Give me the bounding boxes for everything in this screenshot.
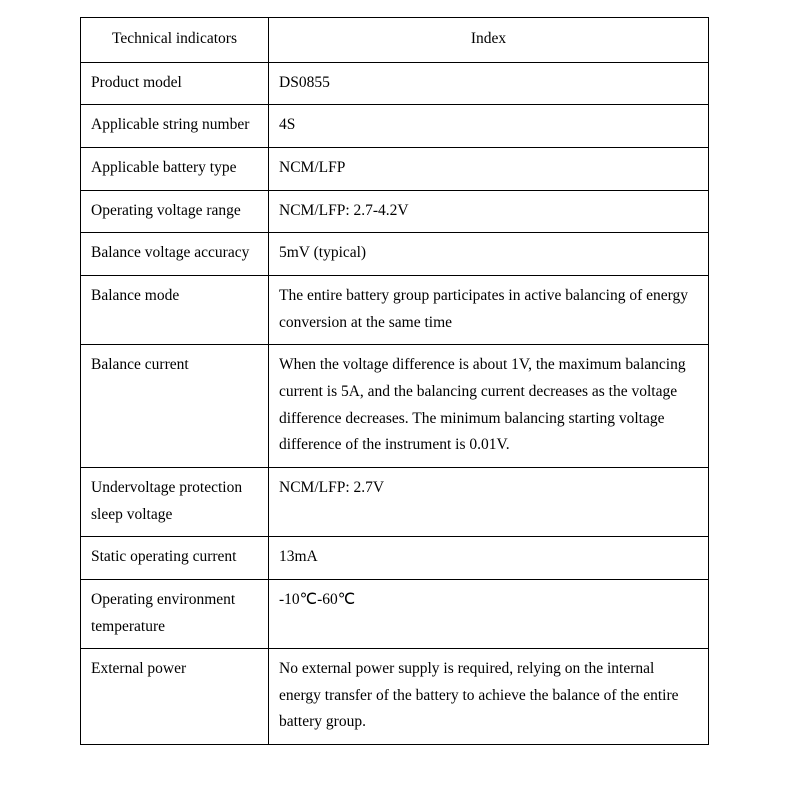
column-header-technical-indicators: Technical indicators xyxy=(81,18,269,63)
row-value: 13mA xyxy=(269,537,709,580)
table-row xyxy=(81,345,709,468)
column-header-index: Index xyxy=(269,18,709,63)
row-label: Balance current xyxy=(81,345,269,468)
row-value: 5mV (typical) xyxy=(269,233,709,276)
table-row xyxy=(81,105,709,148)
row-label: Undervoltage protection sleep voltage xyxy=(81,467,269,536)
table-row xyxy=(81,537,709,580)
table-header xyxy=(81,18,709,63)
row-label: Product model xyxy=(81,62,269,105)
row-label: Static operating current xyxy=(81,537,269,580)
row-label: Balance mode xyxy=(81,275,269,344)
table-row xyxy=(81,190,709,233)
row-label: Balance voltage accuracy xyxy=(81,233,269,276)
row-label: External power xyxy=(81,649,269,745)
row-label: Applicable string number xyxy=(81,105,269,148)
row-value: When the voltage difference is about 1V, the maximum balancing current is 5A, and the balancing current decreases as the voltage difference decreases. The minimum balancing starting voltage difference of the instrument is 0.01V. xyxy=(269,345,709,468)
table-row xyxy=(81,275,709,344)
table-header-row xyxy=(81,18,709,63)
table-row xyxy=(81,233,709,276)
table-row xyxy=(81,147,709,190)
row-value: NCM/LFP xyxy=(269,147,709,190)
row-label: Operating voltage range xyxy=(81,190,269,233)
row-value: NCM/LFP: 2.7-4.2V xyxy=(269,190,709,233)
table-row xyxy=(81,649,709,745)
table-row xyxy=(81,62,709,105)
table-body xyxy=(81,62,709,744)
technical-specifications-table xyxy=(80,17,709,745)
table-row xyxy=(81,467,709,536)
row-value: No external power supply is required, relying on the internal energy transfer of the battery to achieve the balance of the entire battery group. xyxy=(269,649,709,745)
table-row xyxy=(81,579,709,648)
row-value: The entire battery group participates in active balancing of energy conversion at the same time xyxy=(269,275,709,344)
row-value: DS0855 xyxy=(269,62,709,105)
row-value: -10℃-60℃ xyxy=(269,579,709,648)
row-label: Operating environment temperature xyxy=(81,579,269,648)
row-label: Applicable battery type xyxy=(81,147,269,190)
row-value: 4S xyxy=(269,105,709,148)
row-value: NCM/LFP: 2.7V xyxy=(269,467,709,536)
